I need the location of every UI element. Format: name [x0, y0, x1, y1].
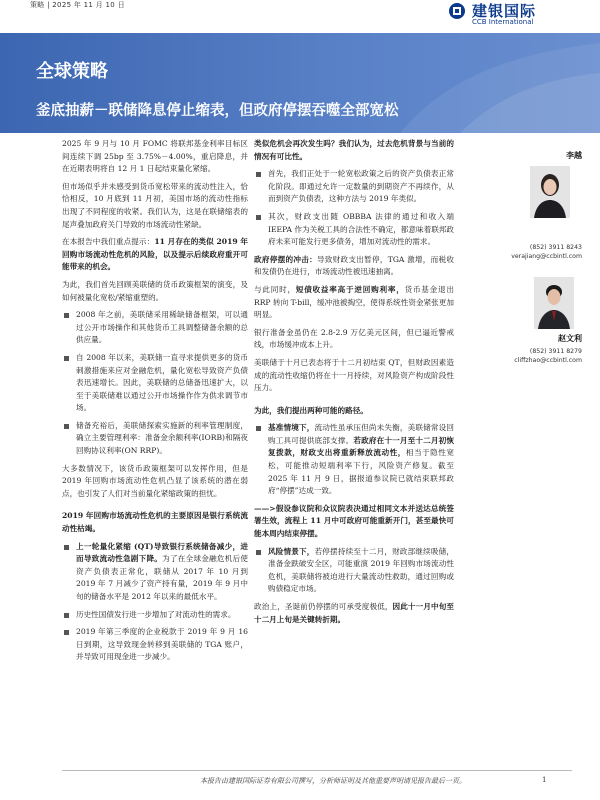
section-heading: 2019 年回购市场流动性危机的主要原因是银行系统流动性枯竭。	[62, 511, 248, 534]
logo-english: CCB International	[472, 18, 534, 26]
paragraph: 2025 年 9 月与 10 月 FOMC 将联邦基金利率目标区间连续下调 25bp 至 3.75%－4.00%，重启降息，并在近期表明将自 12 月 1 日起结束量化紧缩。	[62, 139, 248, 174]
company-logo	[448, 0, 578, 26]
text: 与此同时，	[254, 284, 296, 294]
bold-text: 基准情境下，	[268, 423, 315, 433]
paragraph	[254, 284, 454, 322]
list-item: 储备充裕后，美联储探索实施新的利率管理制度，确立主要管理利率：准备金余额利率(IORB)和隔夜回购协议利率(ON RRP)。	[62, 420, 248, 458]
report-tag: 策略 | 2025 年 11 月 10 日	[30, 1, 125, 9]
bold-text: 上一轮量化紧缩 (QT)导致银行系统储备减少，进而导致流动性急剧下降。	[76, 541, 248, 564]
bullet-list	[62, 541, 248, 664]
footer-disclaimer: 本报告由建银国际证券有限公司撰写，分析师证明及其他重要声明请见报告最后一页。	[200, 777, 466, 785]
text: 货币基金退出 RRP 转向 T-bill，缓冲池被掏空，使得系统性资金紧张更加明显。	[254, 284, 454, 320]
paragraph	[62, 236, 248, 274]
paragraph: 大多数情况下，该货币政策框架可以发挥作用，但是 2019 年回购市场流动性危机凸显了该系统的潜在弱点，也引发了人们对当前量化紧缩政策的担忧。	[62, 463, 248, 498]
page-number: 1	[542, 776, 547, 784]
list-item	[62, 541, 248, 604]
section-heading: 类似危机会再次发生吗？我们认为，过去危机背景与当前的情况有可比性。	[254, 139, 454, 161]
person-icon	[530, 166, 570, 218]
list-item	[62, 626, 248, 664]
arrow-note: ——>假设参议院和众议院表决通过相同文本并送达总统签署生效，流程上 11 月中可政府可能重新开门，甚至最快可能本周内结束停摆。	[254, 503, 454, 539]
analyst-email: verajiang@ccbintl.com	[511, 253, 582, 260]
report-subtitle: 釜底抽薪－联储降息停止缩表，但政府停摆吞噬全部宽松	[36, 103, 399, 119]
bold-text: 短债收益率高于逆回购利率，	[295, 284, 405, 294]
text: 政治上，圣诞前仍停摆的可承受度极低，	[254, 602, 393, 611]
analyst-phone: (852) 3911 8279	[529, 348, 582, 355]
list-item	[254, 422, 454, 498]
bold-text: 若政府在十一月至十二月初恢复拨款，财政支出将重新释放流动性，	[268, 435, 455, 458]
section-heading: 为此，我们提出两种可能的路径。	[254, 405, 368, 415]
paragraph: 美联储于十月已表态将于十二月初结束 QT，但财政因素造成的流动性收缩仍将在十一月持续，对风险资产构成阶段性压力。	[254, 357, 454, 393]
text: 2019 年第三季度的企业税款于 2019 年 9 月 16 日到期，这导致现金转移到美联储的 TGA 账户，并导致可用现金进一步减少。	[76, 627, 248, 662]
list-item: 自 2008 年以来，美联储一直寻求提供更多的货币刺激措施来应对金融危机，量化宽松导致资产负债表迅速增长。因此，美联储的总储备迅速扩大，以至于美联储难以通过公开市场操作作为供求调节市场。	[62, 352, 248, 415]
bold-text: 风险情景下，	[268, 546, 315, 556]
text: 导致财政支出暂停，TGA 激增，而税收和发债仍在进行，市场流动性被迅速抽离。	[254, 254, 455, 277]
text: 历史性国债发行进一步增加了对流动性的需求。	[76, 609, 236, 619]
text: 为了在全球金融危机后使资产负债表正常化，联储从 2017 年 10 月到 2019 年 7 月减少了资产持有量，2019 年 9 月中旬的储备水平是 2012 年以来的最低水平。	[76, 554, 249, 601]
text: 若停摆持续至十二月，财政部继续吸储，准备金跌破安全区，可能重演 2019 年回购市场流动性危机，美联储将被迫进行大量流动性救助，通过回购或购债稳定市场。	[268, 546, 455, 594]
list-item	[62, 609, 248, 622]
analyst-phone: (852) 3911 8243	[529, 244, 582, 251]
list-item: 其次，财政支出随 OBBBA 法律的通过和收入端 IEEPA 作为关税工具的合法性不确定，都意味着联邦政府未来可能发行更多债务，增加对流动性的需求。	[254, 211, 454, 249]
bullet-list	[254, 168, 454, 249]
text: 相当于隐性宽松，可能推动短端利率下行，风险资产修复。截至 2025 年 11 月 9 日，据报道参议院已就结束联邦政府“停摆”达成一致。	[268, 448, 454, 496]
paragraph	[254, 601, 454, 626]
paragraph: 银行准备金虽仍在 2.8-2.9 万亿美元区间，但已逼近警戒线，市场缓冲成本上升。	[254, 327, 454, 350]
text: 流动性虽承压但尚未失衡，美联储常设回购工具可提供底部支撑。	[268, 423, 455, 445]
person-icon	[534, 277, 574, 329]
analyst-email: cliffzhao@ccbintl.com	[514, 357, 582, 364]
left-column	[62, 138, 248, 669]
list-item	[254, 546, 454, 596]
right-column	[254, 138, 454, 631]
bold-text: 11 月存在的类似 2019 年回购市场流动性危机的风险，以及提示后续政府重开可能带来的机会。	[62, 237, 248, 272]
ccb-logo-icon	[448, 2, 468, 20]
bullet-list	[254, 546, 454, 596]
analyst-name: 李越	[566, 151, 582, 160]
bold-text: 因此十一月中旬至十二月上旬是关键转折期。	[254, 602, 454, 624]
list-item: 首先，我们正处于一轮宽松政策之后的资产负债表正常化阶段。即通过允许一定数量的到期资产不再续作，从而到资产负债表，这种方法与 2019 年类似。	[254, 168, 454, 206]
paragraph	[254, 254, 454, 279]
analyst-photo	[530, 166, 570, 218]
analyst-name: 赵文利	[558, 334, 582, 343]
paragraph: 为此，我们首先回顾美联储的货币政策框架的演变，及如何被量化宽松/紧缩重塑的。	[62, 279, 248, 302]
analyst-photo	[534, 277, 574, 329]
bullet-list	[254, 422, 454, 498]
page-footer	[0, 770, 600, 800]
footer-divider	[62, 770, 572, 771]
report-title: 全球策略	[36, 61, 108, 82]
title-banner	[0, 33, 600, 133]
bold-text: 政府停摆的冲击：	[254, 254, 317, 264]
bullet-list	[62, 309, 248, 458]
logo-name: 建银国际	[472, 2, 537, 20]
list-item: 2008 年之前，美联储采用稀缺储备框架，可以通过公开市场操作和其他货币工具调整储备余额的总供应量。	[62, 309, 248, 347]
paragraph: 但市场似乎并未感受到货币宽松带来的流动性注入，恰恰相反，10 月底到 11 月初，美国市场的流动性指标出现了不同程度的收紧。我们认为，这是在联储缩表的尾声叠加政府关门导致的市场流动性紧缺。	[62, 181, 248, 229]
text: 在本报告中我们重点提示：	[62, 237, 155, 247]
